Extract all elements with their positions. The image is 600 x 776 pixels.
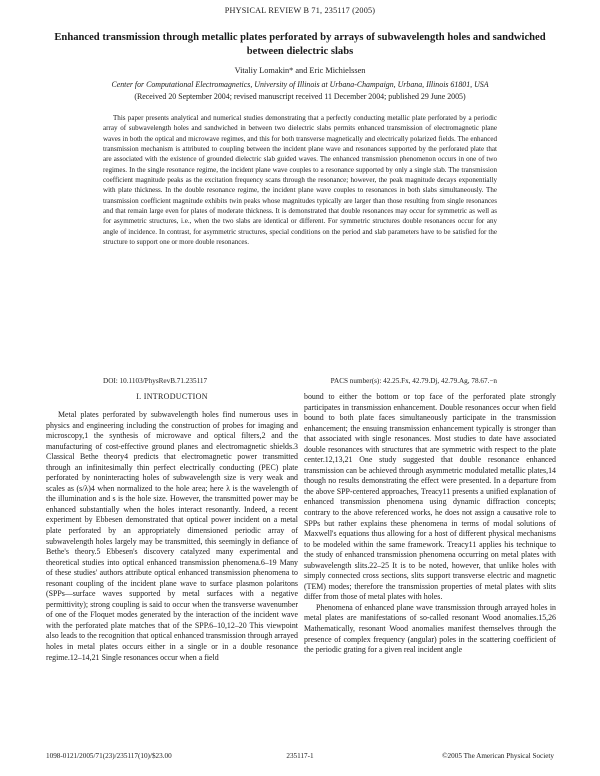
doi: DOI: 10.1103/PhysRevB.71.235117 [103, 377, 208, 385]
left-column [46, 410, 298, 663]
body-paragraph: Phenomena of enhanced plane wave transmission through arrayed holes in metal plates are manifestations of so-called resonant Wood anomalies.15,26 Mathematically, resonant Wood anomalies manifest themselves through the presence of complex frequency (angular) poles in the scattering coefficient of the periodic grating for a given real incident angle [304, 602, 556, 655]
right-column [304, 392, 556, 656]
affiliation: Center for Computational Electromagnetics, University of Illinois at Urbana-Champaign, Urbana, Illinois 61801, USA [111, 80, 489, 89]
footer-price-code: 1098-0121/2005/71(23)/235117(10)/$23.00 [46, 752, 172, 760]
received-dates: (Received 20 September 2004; revised manuscript received 11 December 2004; published 29 June 2005) [134, 92, 466, 101]
author-list: Vitaliy Lomakin* and Eric Michielssen [234, 66, 366, 75]
abstract: This paper presents analytical and numerical studies demonstrating that a perfectly conducting metallic plate perforated by a periodic array of subwavelength holes and sandwiched in between two dielectric slabs permits enhanced transmission of electromagnetic plane waves in both the optical and microwave regimes, and this for both transverse magnetically and electrically polarized fields. The enhanced transmission mechanism is attributed to coupling between the incident plane wave and resonances supported by the perforated plate that are associated with the existence of grounded dielectric slab guided waves. The enhanced transmission phenomenon occurs in one of two regimes. In the single resonance regime, the incident plane wave couples to a resonance supported by only a single slab. The transmission coefficient magnitude peaks as the excitation frequency scans through the resonance; however, the peak magnitude decays exponentially with plate thickness. In the double resonance regime, the incident plane wave couples to resonances in both slabs simultaneously. The transmission coefficient magnitude exhibits twin peaks whose magnitudes typically are larger than those resulting from single resonances and that remain large even for plates of moderate thickness. It is demonstrated that double resonances may occur for symmetric as well as for asymmetric structures, i.e., when the two slabs are identical or different. For symmetric structures double resonances occur for any angle of incidence. In contrast, for asymmetric structures, special conditions on the period and slab parameters have to be satisfied for the structure to support one or more double resonances. [103, 114, 497, 247]
body-paragraph: bound to either the bottom or top face of the perforated plate strongly participates in transmission enhancement. Double resonances occur when field bound to both plate faces simultaneously participate in the transmission enhancement; the ensuing transmission enhancement typically is stronger than that associated with single resonances. Most studies to date have associated double resonances with structures that are symmetric with respect to the plate center.12,13,21 One study suggested that double resonance enhanced transmission can be achieved through asymmetric modulated metallic plates,14 though no results demonstrating the effect were presented. In a departure from the above SPP-centered approaches, Treacy11 presents a unified explanation of enhanced transmission phenomena using dynamic diffraction concepts; contrary to the above referenced works, he does not assign a causative role to SPPs but rather explains these phenomena in terms of modal solutions of Maxwell's equations thus allowing for a host of different physical mechanisms to be modeled within the same framework. Treacy11 applies his technique to the study of enhanced transmission phenomena occurring on metal plates with subwavelength slits.22–25 It is to be noted, however, that unlike holes with simply connected cross sections, slits support transverse electric and magnetic (TEM) modes; therefore the transmission properties of metal plates with slits differ from those of metal plates with holes. [304, 392, 556, 602]
pacs-numbers: PACS number(s): 42.25.Fx, 42.79.Dj, 42.79.Ag, 78.67.−n [330, 377, 497, 385]
running-head: PHYSICAL REVIEW B 71, 235117 (2005) [224, 6, 376, 15]
copyright: ©2005 The American Physical Society [442, 752, 554, 760]
page-number: 235117-1 [286, 752, 314, 760]
paper-title: Enhanced transmission through metallic plates perforated by arrays of subwavelength holes and sandwiched between dielectric slabs [54, 32, 546, 57]
body-paragraph: Metal plates perforated by subwavelength holes find numerous uses in physics and engineering including the construction of probes for imaging and microscopy,1 the synthesis of microwave and optical filters,2 and the manufacturing of cost-effective ground planes and electromagnetic shields.3 Classical Bethe theory4 predicts that electromagnetic power transmitted through an infinitesimally thin perfect electrically conducting (PEC) plate perforated by noninteracting holes of subwavelength size is very weak and scales as (s/λ)4 when normalized to the hole area; here λ is the wavelength of the illumination and s is the hole size. However, the transmitted power may be enhanced substantially when the holes interact resonantly. Indeed, a recent experiment by Ebbesen demonstrated that optical power incident on a metal plate perforated by an appropriately dimensioned periodic array of subwavelength holes largely may be transmitted, this seemingly in defiance of Bethe's theory.5 Ebbesen's discovery catalyzed many experimental and theoretical studies into optical enhanced transmission phenomena.6–19 Many of these studies' authors attribute optical enhanced transmission phenomena to resonant coupling of the incident plane wave to surface plasmon polaritons (SPPs—surface waves supported by metal surfaces with a negative permittivity); strong coupling is said to occur when the transverse wavenumber of one of the Floquet modes generated by the interaction of the incident wave with the perforated plate matches that of the SPP.6–10,12–20 This viewpoint also leads to the recognition that optical enhanced transmission through arrayed holes in metal plates occurs either in a single or in a double resonance regime.12–14,21 Single resonances occur when a field [46, 410, 298, 662]
section-heading: I. INTRODUCTION [136, 392, 208, 401]
